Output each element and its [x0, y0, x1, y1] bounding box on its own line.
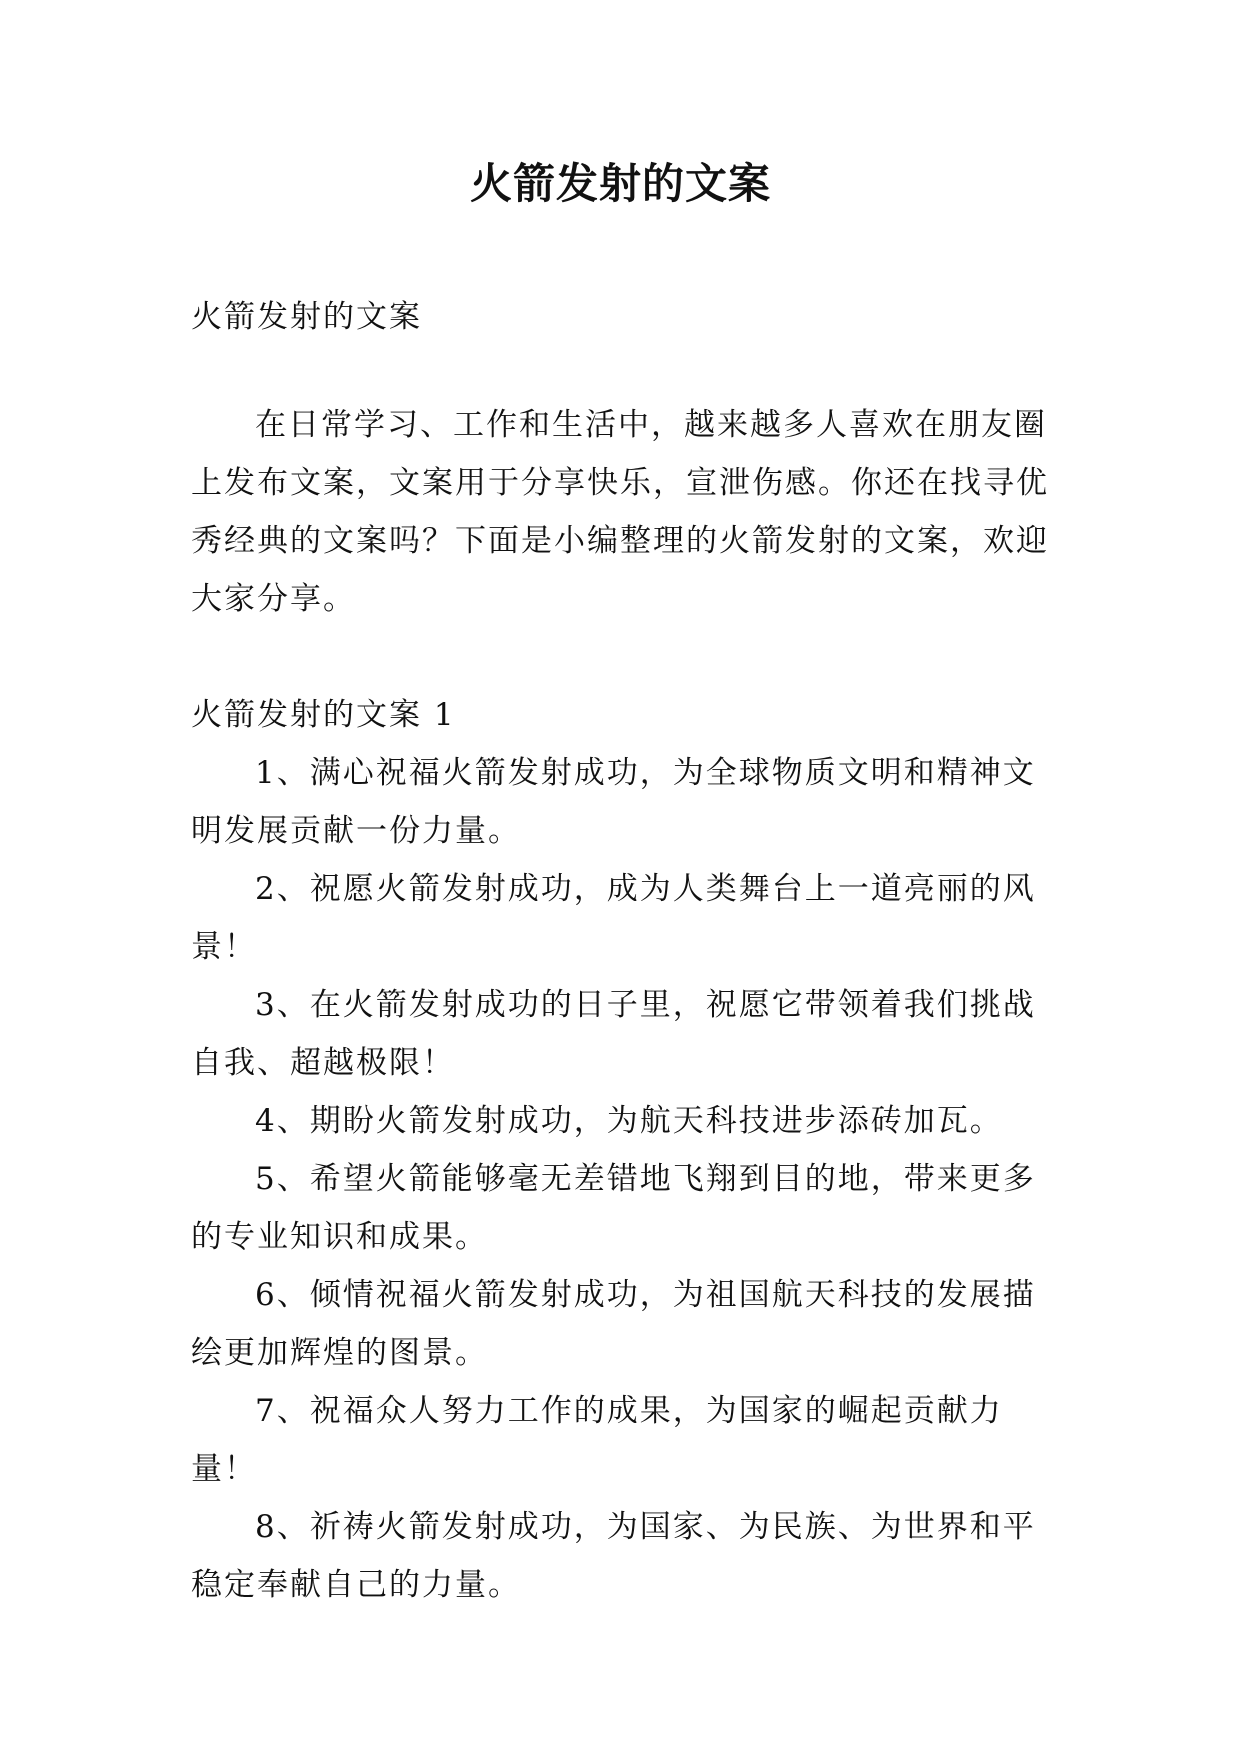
list-item: 5、希望火箭能够毫无差错地飞翔到目的地，带来更多的专业知识和成果。 — [191, 1161, 1036, 1255]
section-heading: 火箭发射的文案 1 — [191, 697, 456, 733]
list-item: 8、祈祷火箭发射成功，为国家、为民族、为世界和平稳定奉献自己的力量。 — [191, 1509, 1036, 1603]
list-item: 7、祝福众人努力工作的成果，为国家的崛起贡献力量！ — [191, 1393, 1003, 1487]
list-item: 4、期盼火箭发射成功，为航天科技进步添砖加瓦。 — [255, 1103, 1003, 1139]
list-item: 3、在火箭发射成功的日子里，祝愿它带领着我们挑战自我、超越极限！ — [191, 987, 1036, 1081]
list-item: 2、祝愿火箭发射成功，成为人类舞台上一道亮丽的风景！ — [191, 871, 1036, 965]
intro-paragraph: 在日常学习、工作和生活中，越来越多人喜欢在朋友圈上发布文案，文案用于分享快乐，宣泄伤感。你还在找寻优秀经典的文案吗？下面是小编整理的火箭发射的文案，欢迎大家分享。 — [191, 407, 1049, 617]
document-body — [191, 288, 1051, 1614]
document-subtitle: 火箭发射的文案 — [191, 299, 422, 335]
list-item: 1、满心祝福火箭发射成功，为全球物质文明和精神文明发展贡献一份力量。 — [191, 755, 1036, 849]
document-title: 火箭发射的文案 — [469, 159, 771, 208]
list-item: 6、倾情祝福火箭发射成功，为祖国航天科技的发展描绘更加辉煌的图景。 — [191, 1277, 1036, 1371]
